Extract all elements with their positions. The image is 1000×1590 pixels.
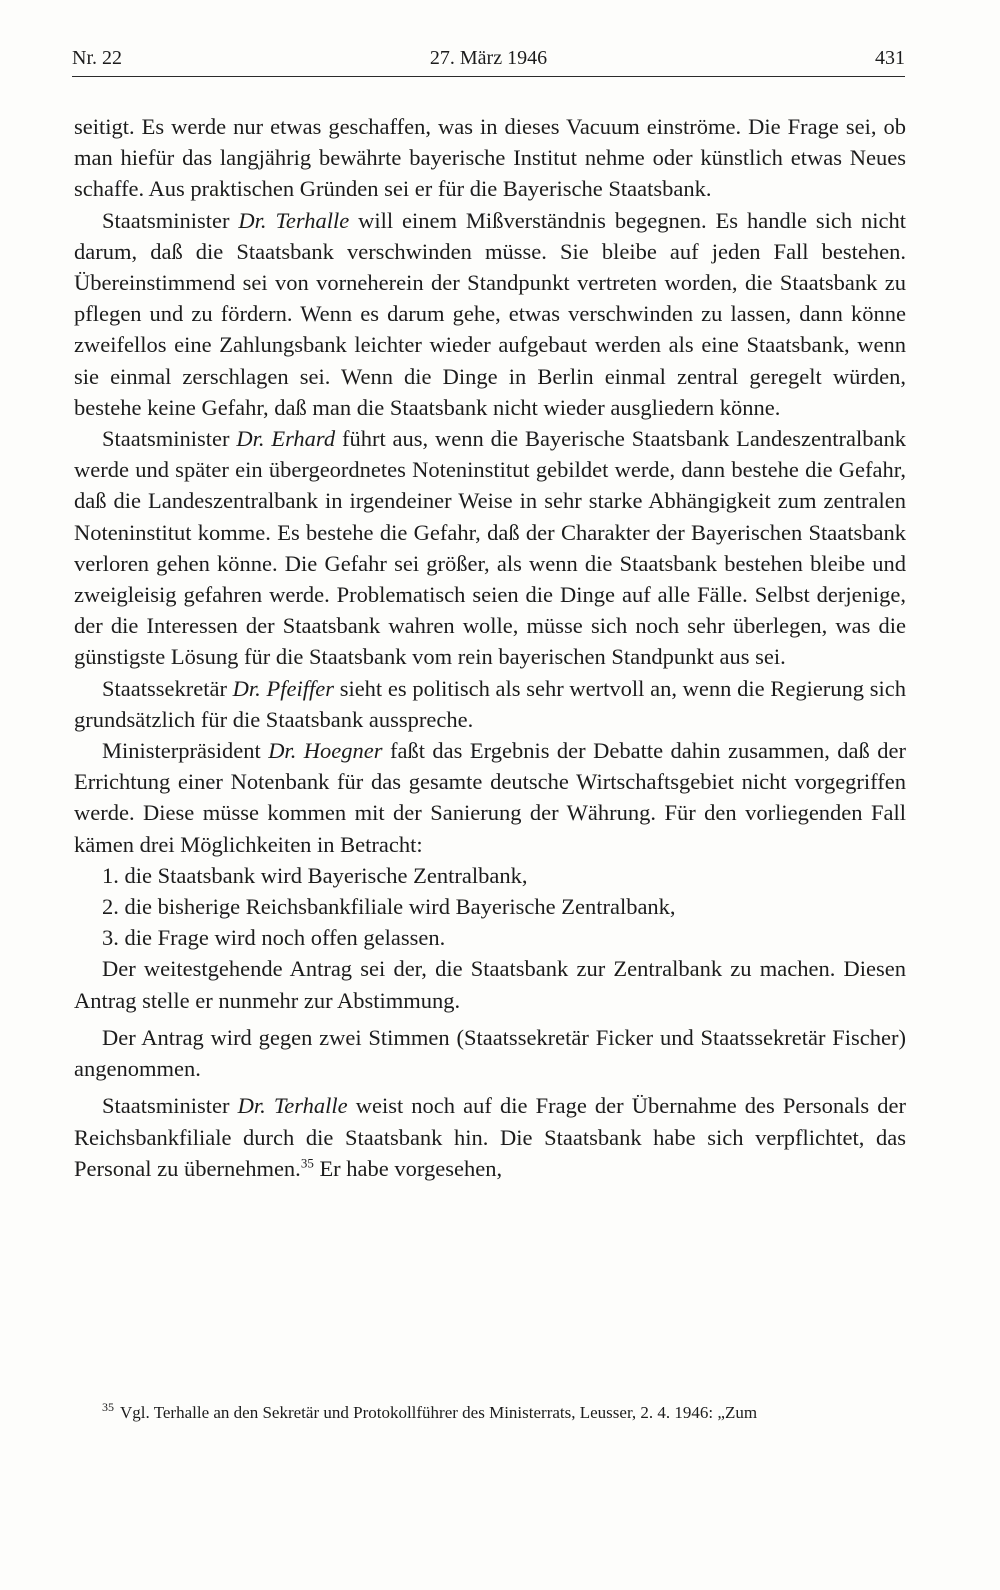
text-run: Ministerpräsident bbox=[102, 738, 269, 764]
paragraph bbox=[74, 1090, 906, 1184]
text-run: Der weitestgehende Antrag sei der, die Staatsbank zur Zentralbank zu machen. Diesen Antrag stelle er nunmehr zur Abstimmung. bbox=[74, 956, 906, 1013]
footnote-35 bbox=[74, 1402, 906, 1424]
text-run: faßt das Ergebnis der Debatte dahin zusammen, daß der Errichtung einer Notenbank für das gesamte deutsche Wirtschaftsgebiet nicht vorgegriffen werde. Diese müsse kommen mit der Sanierung der Währung. Für den vorliegenden Fall kämen drei Möglichkeiten in Betracht: bbox=[74, 738, 906, 857]
person-name: Dr. Terhalle bbox=[238, 207, 350, 233]
text-run: Staatssekretär bbox=[102, 675, 233, 701]
body-text bbox=[74, 111, 906, 1184]
header-rule bbox=[72, 76, 905, 77]
issue-number: Nr. 22 bbox=[72, 47, 122, 69]
text-run: Staatsminister bbox=[102, 426, 237, 452]
header-date: 27. März 1946 bbox=[429, 47, 548, 69]
person-name: Dr. Erhard bbox=[236, 426, 336, 452]
text-run: Er habe vorgesehen, bbox=[313, 1155, 503, 1181]
text-run: weist noch auf die Frage der Übernahme des Personals der Reichsbankfiliale durch die Staatsbank hin. Die Staatsbank habe sich verpflichtet, das Personal zu übernehmen. bbox=[74, 1093, 906, 1181]
paragraph bbox=[74, 953, 906, 1015]
list-item bbox=[74, 860, 906, 891]
paragraph bbox=[74, 735, 906, 860]
text-run: will einem Mißverständnis begegnen. Es handle sich nicht darum, daß die Staatsbank verschwinden müsse. Sie bleibe auf jeden Fall bestehen. Übereinstimmend sei von vorneherein der Standpunkt vertreten worden, die Staatsbank zu pflegen und zu fördern. Wenn es darum gehe, etwas verschwinden zu lassen, dann könne zweifellos eine Zahlungsbank leichter wieder aufgebaut werden als eine Staatsbank, wenn sie einmal zerschlagen sei. Wenn die Dinge in Berlin einmal zentral geregelt würden, bestehe keine Gefahr, daß man die Staatsbank nicht wieder ausgliedern könne. bbox=[74, 207, 906, 420]
page-number: 431 bbox=[875, 47, 905, 69]
paragraph bbox=[74, 423, 906, 673]
footnote-mark: 35 bbox=[102, 1400, 114, 1415]
paragraph bbox=[74, 111, 906, 205]
list-item bbox=[74, 891, 906, 922]
footnote-text: Vgl. Terhalle an den Sekretär und Protokollführer des Ministerrats, Leusser, 2. 4. 1946: „Zum bbox=[120, 1403, 758, 1422]
text-run: sieht es politisch als sehr wertvoll an, wenn die Regierung sich grundsätzlich für die Staatsbank ausspreche. bbox=[74, 675, 906, 732]
person-name: Dr. Pfeiffer bbox=[232, 675, 334, 701]
text-run: Staatsminister bbox=[102, 207, 239, 233]
paragraph bbox=[74, 205, 906, 423]
paragraph bbox=[74, 673, 906, 735]
text-run: 1. die Staatsbank wird Bayerische Zentralbank, bbox=[102, 862, 528, 888]
text-run: Der Antrag wird gegen zwei Stimmen (Staatssekretär Ficker und Staatssekretär Fischer) angenommen. bbox=[74, 1024, 906, 1082]
person-name: Dr. Terhalle bbox=[237, 1093, 348, 1119]
text-run: Staatsminister bbox=[102, 1093, 238, 1119]
text-run: führt aus, wenn die Bayerische Staatsbank Landeszentralbank werde und später ein übergeordnetes Noteninstitut gebildet werde, dann bestehe die Gefahr, daß die Landeszentralbank in irgendeiner Weise in sehr starke Abhängigkeit zum zentralen Noteninstitut komme. Es bestehe die Gefahr, daß der Charakter der Bayerischen Staatsbank verloren gehen könne. Die Gefahr sei größer, als wenn die Staatsbank bestehen bleibe und zweigleisig gefahren werde. Problematisch seien die Dinge auf alle Fälle. Selbst derjenige, der die Interessen der Staatsbank wahren wolle, müsse sich noch sehr überlegen, was die günstigste Lösung für die Staatsbank vom rein bayerischen Standpunkt aus sei. bbox=[74, 426, 906, 670]
footnote-reference: 35 bbox=[300, 1155, 314, 1171]
text-run: 2. die bisherige Reichsbankfiliale wird Bayerische Zentralbank, bbox=[102, 894, 676, 920]
text-run: 3. die Frage wird noch offen gelassen. bbox=[102, 925, 446, 951]
person-name: Dr. Hoegner bbox=[268, 738, 383, 764]
list-item bbox=[74, 922, 906, 953]
paragraph bbox=[74, 1022, 906, 1084]
text-run: seitigt. Es werde nur etwas geschaffen, was in dieses Vacuum einströme. Die Frage sei, ob man hiefür das langjährig bewährte bayerische Institut nehme oder künstlich etwas Neues schaffe. Aus praktischen Gründen sei er für die Bayerische Staatsbank. bbox=[74, 114, 906, 202]
